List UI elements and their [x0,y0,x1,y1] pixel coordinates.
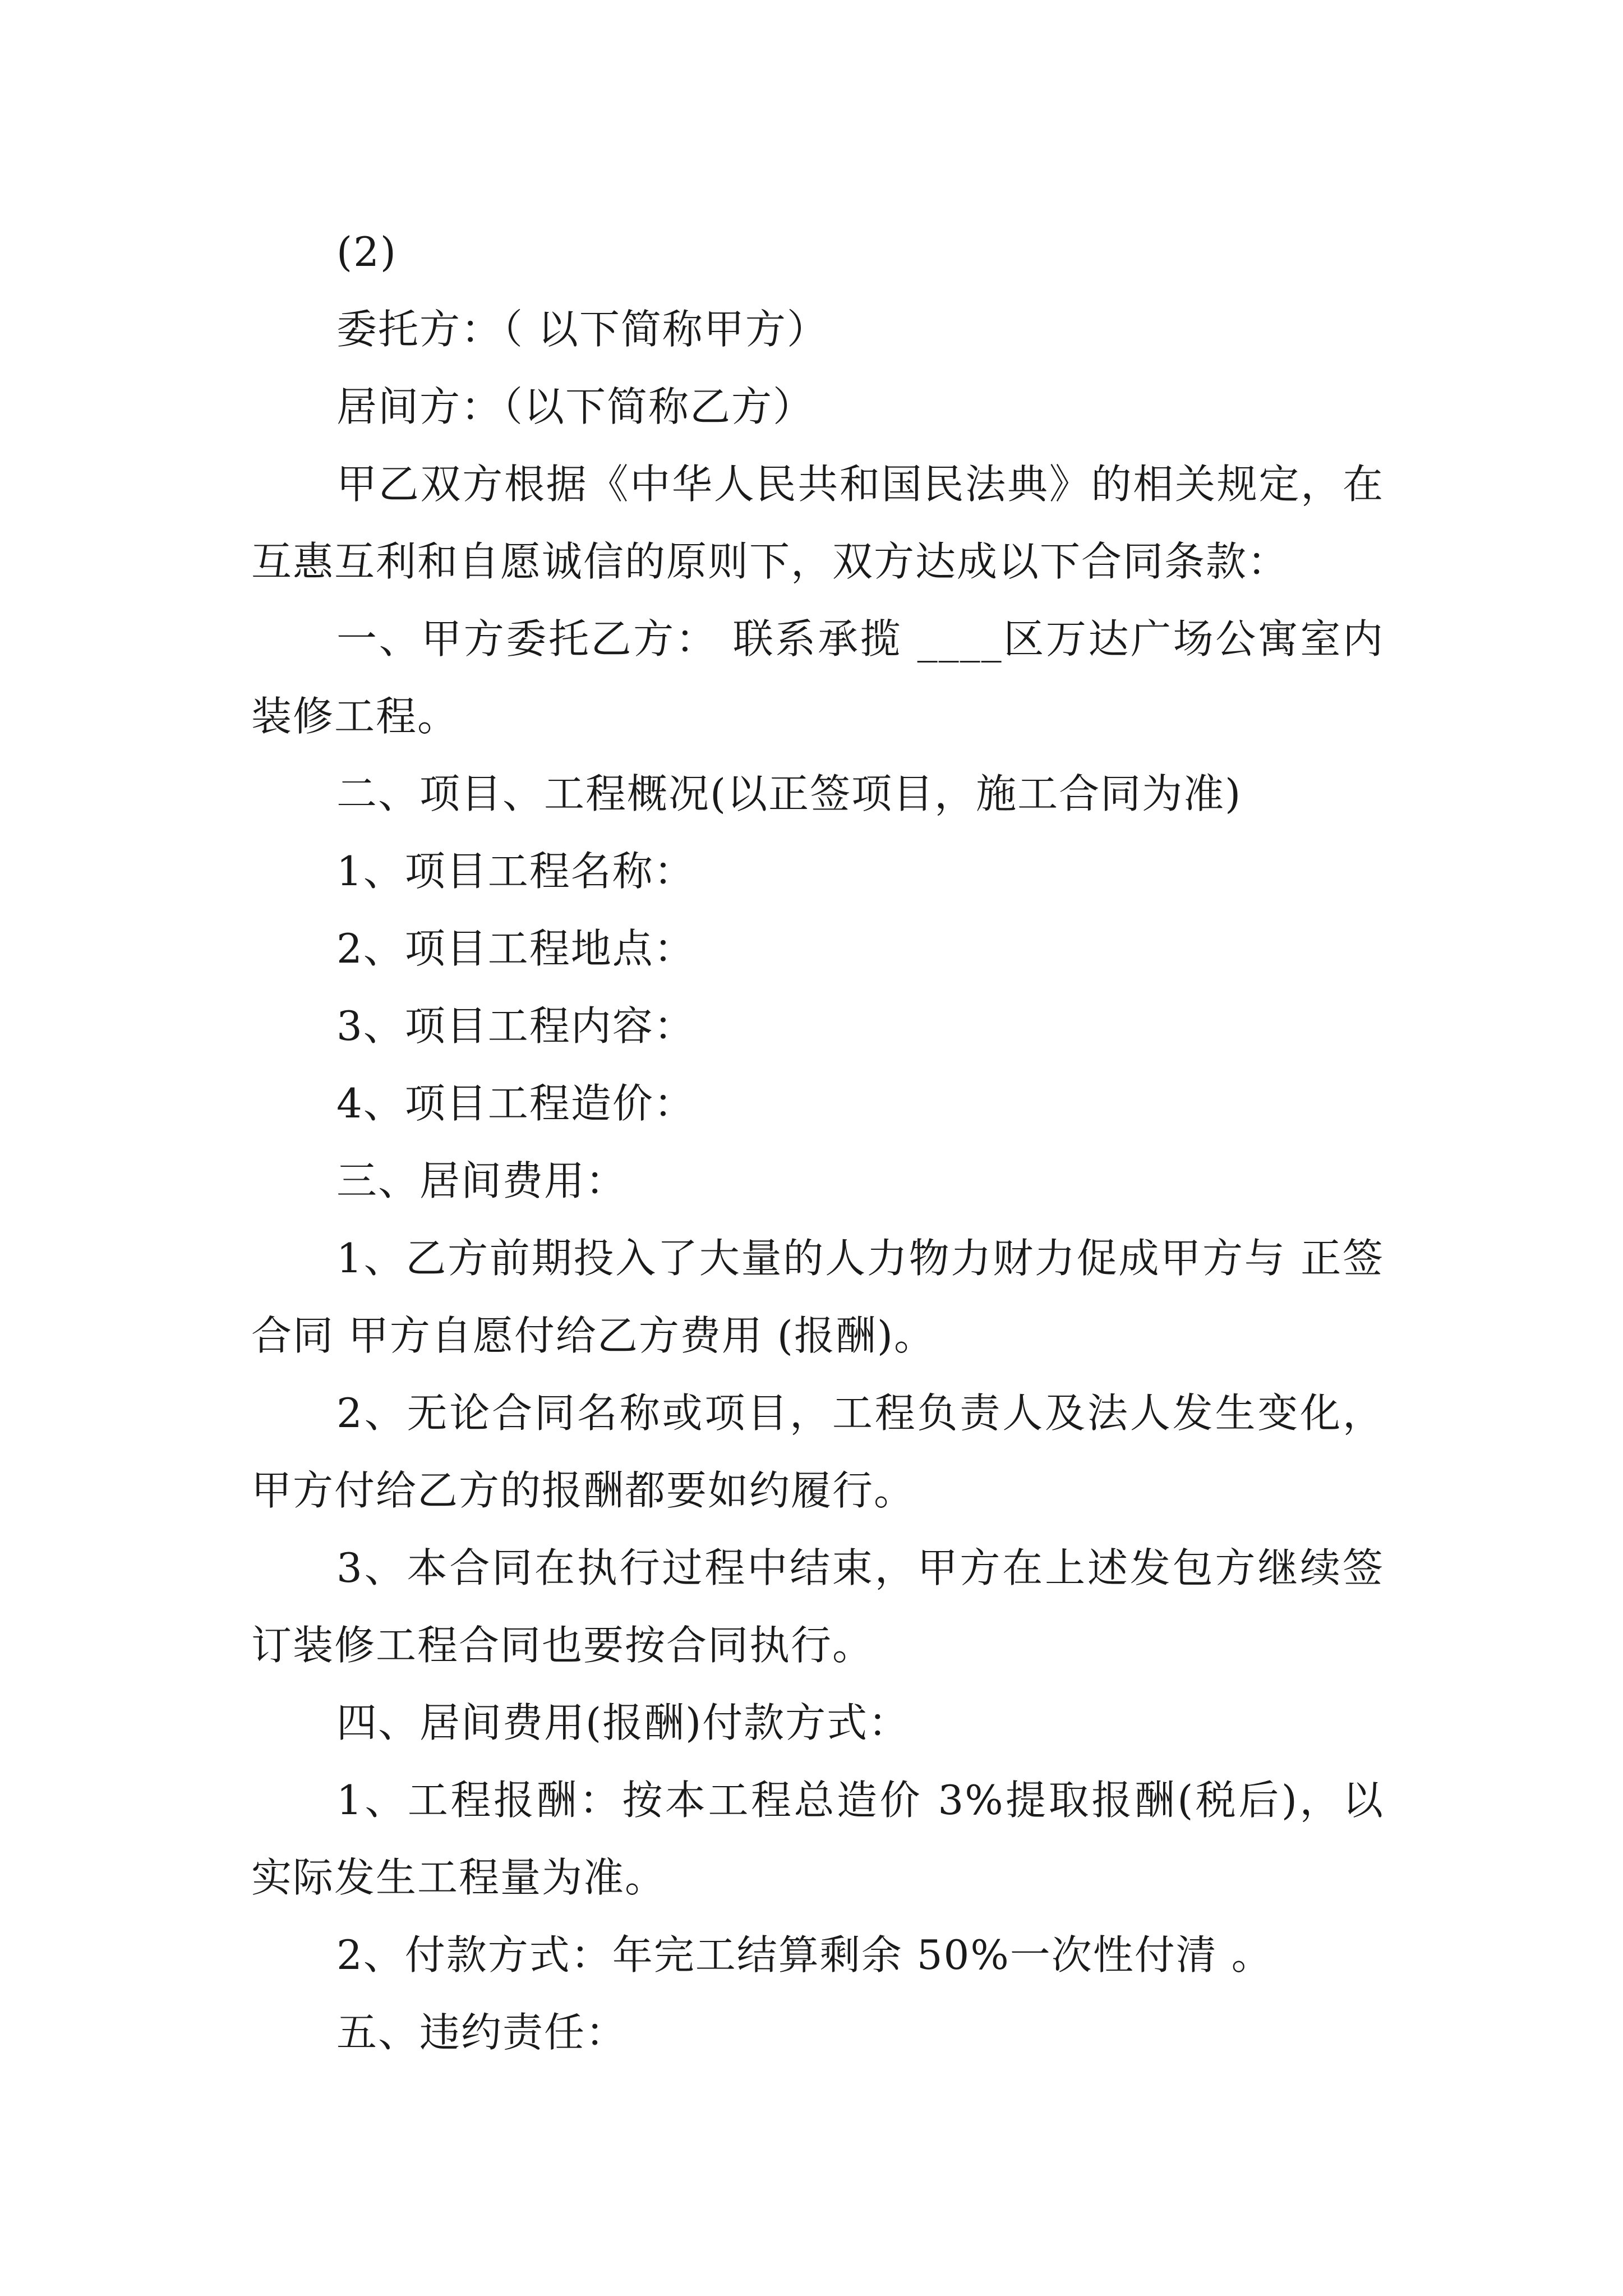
fee-item-2: 2、无论合同名称或项目，工程负责人及法人发生变化，甲方付给乙方的报酬都要如约履行。 [251,1389,1384,1514]
clause-2-heading: 二、项目、工程概况(以正签项目，施工合同为准) [336,770,1242,817]
fee-item-3: 3、本合同在执行过程中结束，甲方在上述发包方继续签订装修工程合同也要按合同执行。 [251,1544,1384,1669]
clause-1-commission: 一、甲方委托乙方： 联系承揽 ____区万达广场公寓室内装修工程。 [251,615,1384,740]
payment-item-1: 1、工程报酬：按本工程总造价 3%提取报酬(税后)，以实际发生工程量为准。 [251,1777,1384,1901]
payment-item-2: 2、付款方式：年完工结算剩余 50%一次性付清 。 [336,1931,1273,1978]
clause-4-heading: 四、居间费用(报酬)付款方式： [336,1699,910,1746]
clause-3-heading: 三、居间费用： [336,1157,628,1204]
fee-item-1: 1、乙方前期投入了大量的人力物力财力促成甲方与 正签合同 甲方自愿付给乙方费用 (报酬)。 [251,1235,1384,1359]
broker-party-line: 居间方：（以下简称乙方） [336,383,815,430]
client-party-line: 委托方：（ 以下简称甲方） [336,306,828,353]
project-location-line: 2、项目工程地点： [336,925,695,972]
project-content-line: 3、项目工程内容： [336,1002,695,1050]
project-cost-line: 4、项目工程造价： [336,1080,695,1127]
clause-5-heading: 五、违约责任： [336,2009,628,2056]
contract-body [251,213,1384,2071]
section-number: (2) [336,228,397,275]
preamble-paragraph: 甲乙双方根据《中华人民共和国民法典》的相关规定，在互惠互利和自愿诚信的原则下，双方达成以下合同条款： [251,461,1384,585]
project-name-line: 1、项目工程名称： [336,848,695,895]
